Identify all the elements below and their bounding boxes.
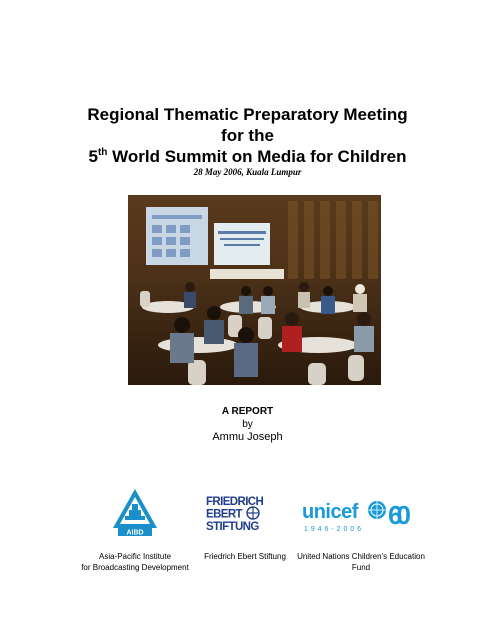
unicef-logo	[300, 496, 424, 534]
meeting-photo-illustration	[128, 195, 381, 385]
title-line-3	[0, 146, 495, 167]
fes-logo	[205, 494, 267, 534]
aibd-caption-line-2: for Broadcasting Development	[81, 563, 189, 572]
title-ordinal-suffix: th	[97, 147, 108, 158]
fes-logo-line-2: EBERT	[206, 508, 242, 521]
aibd-logo	[112, 488, 158, 536]
unicef-logo-graphic	[300, 496, 424, 534]
aibd-logo-graphic	[112, 488, 158, 536]
report-by: by	[242, 419, 253, 430]
unicef-logo-wordmark: unicef	[302, 501, 358, 523]
title-line-2: for the	[221, 126, 274, 145]
unicef-logo-years: 1 9 4 6 - 2 0 0 6	[304, 526, 362, 533]
fes-logo-graphic	[205, 494, 267, 534]
document-title	[0, 104, 495, 167]
unicef-caption	[286, 551, 436, 573]
meeting-photo	[128, 195, 381, 385]
fes-logo-line-1: FRIEDRICH	[206, 496, 264, 508]
fes-caption-line-1: Friedrich Ebert Stiftung	[204, 552, 286, 561]
aibd-caption	[70, 551, 200, 573]
title-line-1: Regional Thematic Preparatory Meeting	[87, 105, 408, 124]
aibd-caption-line-1: Asia-Pacific Institute	[98, 552, 172, 561]
report-author: Ammu Joseph	[212, 431, 283, 443]
unicef-caption-line-2: Fund	[351, 563, 371, 572]
date-place: 28 May 2006, Kuala Lumpur	[193, 167, 302, 177]
aibd-logo-text: AIBD	[126, 529, 144, 536]
unicef-caption-line-1: United Nations Children's Education	[297, 552, 425, 561]
unicef-logo-sixty: 60	[388, 500, 405, 530]
title-line-3-rest: World Summit on Media for Children	[107, 147, 407, 166]
report-label: A REPORT	[221, 406, 274, 417]
fes-caption	[190, 551, 300, 562]
title-ordinal: 5	[88, 147, 98, 166]
fes-logo-line-3: STIFTUNG	[206, 521, 259, 533]
report-byline	[0, 405, 495, 444]
